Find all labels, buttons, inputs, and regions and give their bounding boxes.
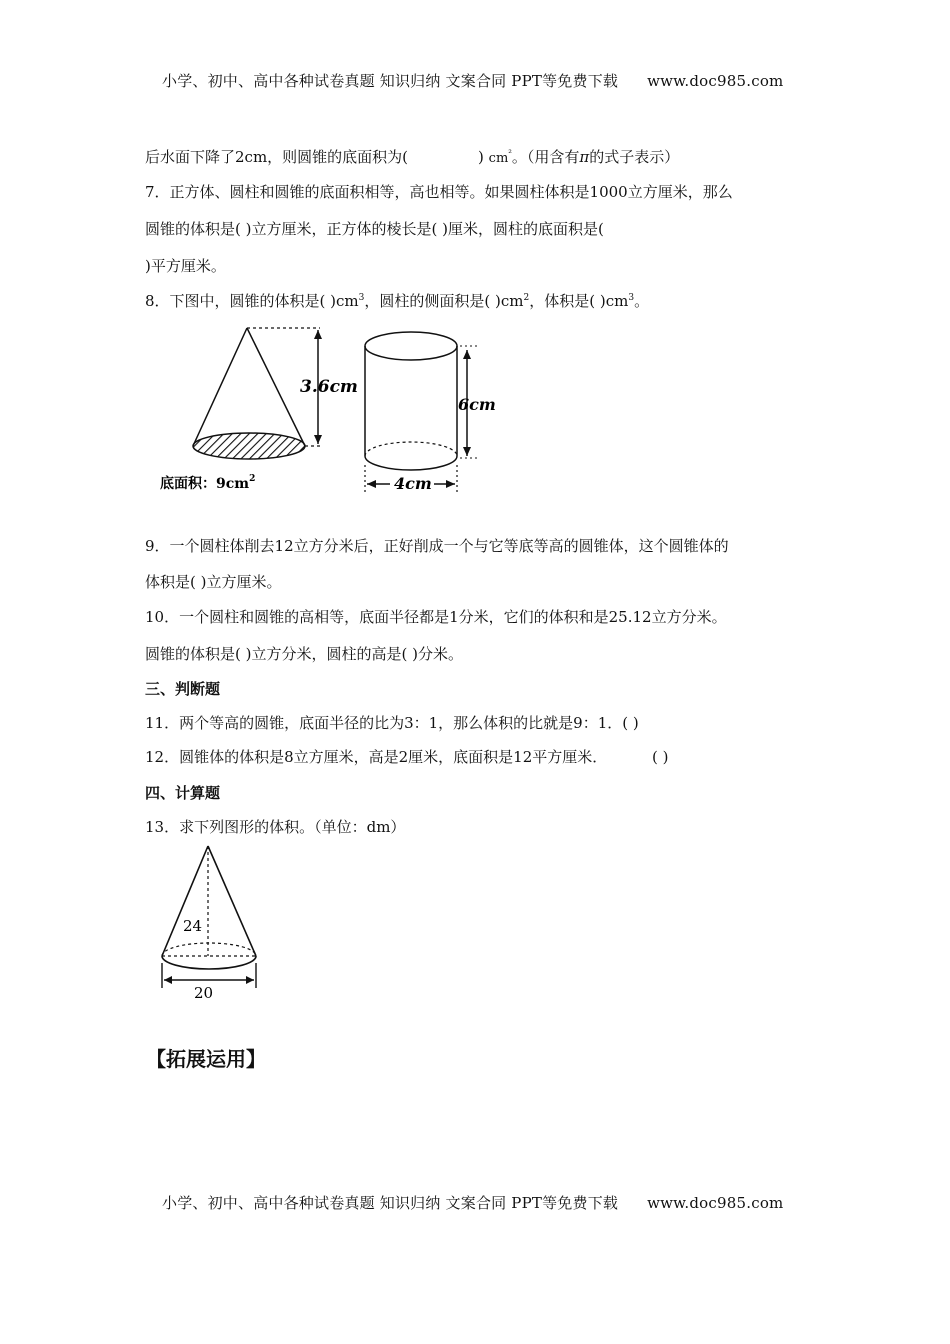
q8-text-c: ，体积是( )cm [529,292,629,310]
q6-text-b: ) [478,148,484,166]
header-text: 小学、初中、高中各种试卷真题 知识归纳 文案合同 PPT等免费下载 [162,72,619,90]
cone-base-area-label: 底面积：$9cm^2$ [160,474,256,492]
question-8-line [145,290,649,311]
pi-symbol: π [579,148,590,166]
question-10-line-1: 10．一个圆柱和圆锥的高相等，底面半径都是1分米，它们的体积和是25.12立方分米。 [145,608,727,626]
question-7-line-3: )平方厘米。 [145,257,226,275]
question-13: 13．求下列图形的体积。（单位：dm） [145,818,406,836]
section-4-title: 四、计算题 [145,784,221,802]
q8-figure [150,320,496,505]
cone-height-label: 3.6cm [300,377,358,397]
q8-text-d: 。 [634,292,650,310]
question-9-line-2: 体积是( )立方厘米。 [145,573,282,591]
question-10-line-2: 圆锥的体积是( )立方分米，圆柱的高是( )分米。 [145,645,463,663]
q8-text-b: ，圆柱的侧面积是( )cm [364,292,524,310]
question-6-line [145,146,679,167]
extension-title: 【拓展运用】 [146,1047,266,1071]
q13-diameter-label: 20 [194,984,214,1002]
question-12 [145,746,669,767]
q6-unit-sup: ² [508,149,512,159]
cylinder-height-label: 6cm [458,395,496,414]
page-footer [162,1192,783,1213]
q6-text-a: 后水面下降了2cm，则圆锥的底面积为( [145,148,409,166]
q8-sup-a: 3 [358,293,365,303]
q8-sup-c: 3 [628,293,635,303]
q6-text-d: 的式子表示） [589,148,680,166]
question-11: 11．两个等高的圆锥，底面半径的比为3：1，那么体积的比就是9：1．( ) [145,714,639,732]
question-7-line-1: 7．正方体、圆柱和圆锥的底面积相等，高也相等。如果圆柱体积是1000立方厘米，那么 [145,183,733,201]
q12-answer-paren: ( ) [652,748,669,766]
page-header [162,70,783,91]
q13-height-label: 24 [183,917,203,935]
question-9-line-1: 9．一个圆柱体削去12立方分米后，正好削成一个与它等底等高的圆锥体，这个圆锥体的 [145,537,729,555]
q13-cone-shape [162,846,256,969]
q12-text: 12．圆锥体的体积是8立方厘米，高是2厘米，底面积是12平方厘米． [145,748,608,766]
q13-cone-figure [150,838,270,1002]
q6-text-c: 。（用含有 [511,148,580,166]
q8-text-a: 8．下图中，圆锥的体积是( )cm [145,292,359,310]
cone-shape [193,328,305,459]
q8-sup-b: 2 [523,293,530,303]
footer-site: www.doc985.com [647,1194,784,1212]
footer-text: 小学、初中、高中各种试卷真题 知识归纳 文案合同 PPT等免费下载 [162,1194,619,1212]
header-site: www.doc985.com [647,72,784,90]
q6-unit: cm [488,151,509,166]
section-3-title: 三、判断题 [145,680,221,698]
question-7-line-2: 圆锥的体积是( )立方厘米，正方体的棱长是( )厘米，圆柱的底面积是( [145,220,604,238]
cylinder-width-label: 4cm [394,474,432,493]
cylinder-shape [365,332,457,470]
